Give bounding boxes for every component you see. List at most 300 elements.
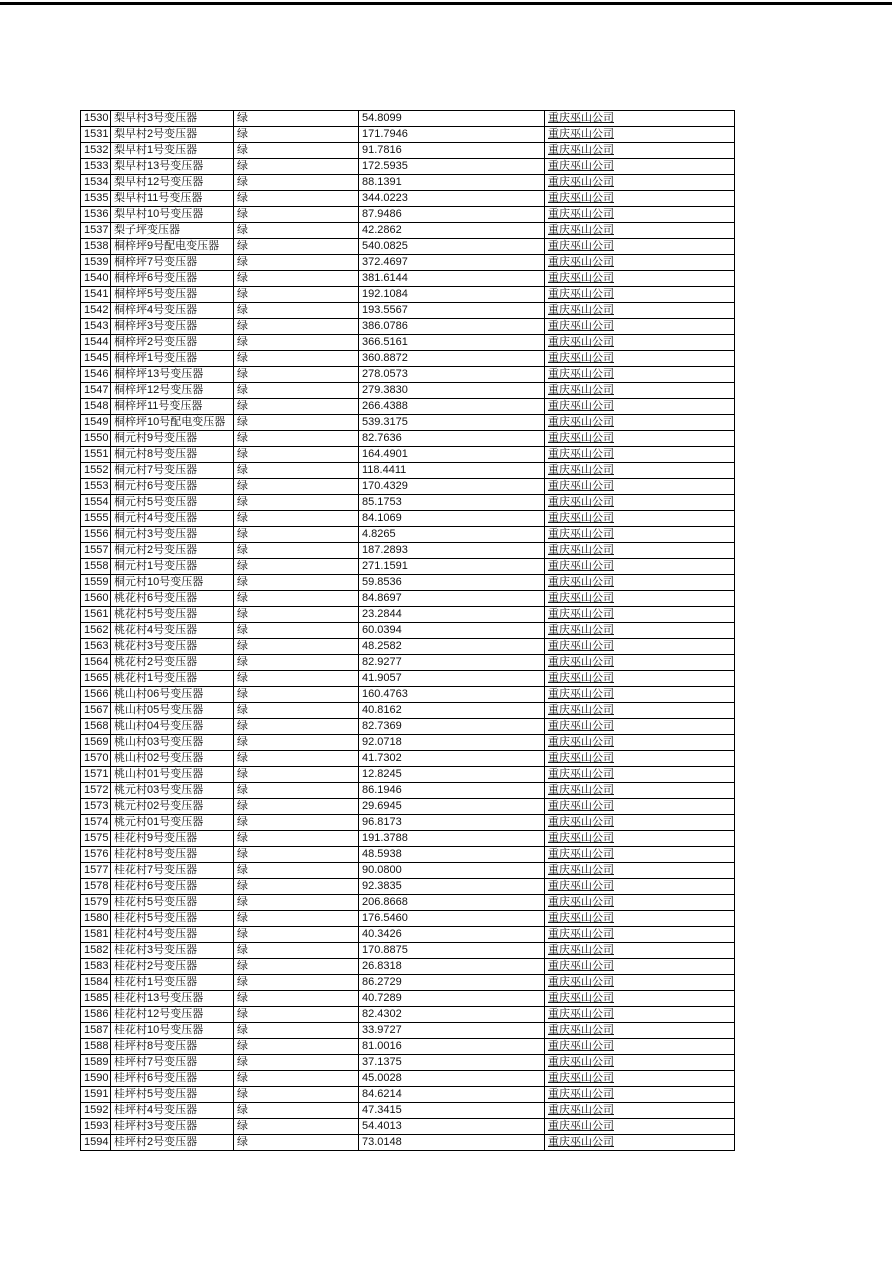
company-link[interactable]: 重庆巫山公司 <box>548 448 614 460</box>
transformer-name-cell: 桂花村2号变压器 <box>111 959 234 975</box>
company-link[interactable]: 重庆巫山公司 <box>548 112 614 124</box>
company-link[interactable]: 重庆巫山公司 <box>548 624 614 636</box>
company-link[interactable]: 重庆巫山公司 <box>548 1056 614 1068</box>
status-cell: 绿 <box>234 655 359 671</box>
transformer-name-cell: 桃山村02号变压器 <box>111 751 234 767</box>
value-cell: 90.0800 <box>359 863 545 879</box>
value-cell: 23.2844 <box>359 607 545 623</box>
transformer-name-cell: 桃元村02号变压器 <box>111 799 234 815</box>
status-cell: 绿 <box>234 1119 359 1135</box>
table-row <box>81 607 735 623</box>
company-cell <box>545 143 735 159</box>
company-cell <box>545 1007 735 1023</box>
company-cell <box>545 879 735 895</box>
table-row <box>81 703 735 719</box>
row-id-cell: 1562 <box>81 623 111 639</box>
company-cell <box>545 383 735 399</box>
value-cell: 87.9486 <box>359 207 545 223</box>
status-cell: 绿 <box>234 399 359 415</box>
company-link[interactable]: 重庆巫山公司 <box>548 208 614 220</box>
company-link[interactable]: 重庆巫山公司 <box>548 1008 614 1020</box>
table-row <box>81 399 735 415</box>
row-id-cell: 1567 <box>81 703 111 719</box>
row-id-cell: 1554 <box>81 495 111 511</box>
transformer-name-cell: 桂坪村4号变压器 <box>111 1103 234 1119</box>
company-cell <box>545 1135 735 1151</box>
status-cell: 绿 <box>234 959 359 975</box>
company-link[interactable]: 重庆巫山公司 <box>548 400 614 412</box>
table-row <box>81 511 735 527</box>
company-link[interactable]: 重庆巫山公司 <box>548 608 614 620</box>
table-row <box>81 223 735 239</box>
status-cell: 绿 <box>234 351 359 367</box>
status-cell: 绿 <box>234 639 359 655</box>
company-link[interactable]: 重庆巫山公司 <box>548 912 614 924</box>
row-id-cell: 1558 <box>81 559 111 575</box>
table-row <box>81 655 735 671</box>
table-row <box>81 575 735 591</box>
company-cell <box>545 1087 735 1103</box>
table-row <box>81 1023 735 1039</box>
company-link[interactable]: 重庆巫山公司 <box>548 1024 614 1036</box>
company-cell <box>545 863 735 879</box>
table-row <box>81 623 735 639</box>
status-cell: 绿 <box>234 1055 359 1071</box>
company-link[interactable]: 重庆巫山公司 <box>548 1040 614 1052</box>
company-cell <box>545 175 735 191</box>
value-cell: 96.8173 <box>359 815 545 831</box>
company-cell <box>545 767 735 783</box>
status-cell: 绿 <box>234 207 359 223</box>
row-id-cell: 1559 <box>81 575 111 591</box>
row-id-cell: 1589 <box>81 1055 111 1071</box>
company-cell <box>545 927 735 943</box>
table-row <box>81 959 735 975</box>
table-row <box>81 1039 735 1055</box>
row-id-cell: 1564 <box>81 655 111 671</box>
company-cell <box>545 735 735 751</box>
transformer-name-cell: 桂坪村6号变压器 <box>111 1071 234 1087</box>
row-id-cell: 1560 <box>81 591 111 607</box>
value-cell: 84.1069 <box>359 511 545 527</box>
value-cell: 266.4388 <box>359 399 545 415</box>
table-row <box>81 351 735 367</box>
company-link[interactable]: 重庆巫山公司 <box>548 640 614 652</box>
company-link[interactable]: 重庆巫山公司 <box>548 1120 614 1132</box>
company-cell <box>545 255 735 271</box>
row-id-cell: 1576 <box>81 847 111 863</box>
value-cell: 164.4901 <box>359 447 545 463</box>
company-link[interactable]: 重庆巫山公司 <box>548 656 614 668</box>
row-id-cell: 1553 <box>81 479 111 495</box>
page-top-divider <box>0 2 892 5</box>
value-cell: 45.0028 <box>359 1071 545 1087</box>
transformer-name-cell: 梨子坪变压器 <box>111 223 234 239</box>
table-row <box>81 735 735 751</box>
company-cell <box>545 223 735 239</box>
company-cell <box>545 239 735 255</box>
value-cell: 54.4013 <box>359 1119 545 1135</box>
transformer-name-cell: 梨早村10号变压器 <box>111 207 234 223</box>
company-link[interactable]: 重庆巫山公司 <box>548 176 614 188</box>
transformer-name-cell: 桐梓坪5号变压器 <box>111 287 234 303</box>
row-id-cell: 1561 <box>81 607 111 623</box>
transformer-name-cell: 桐元村4号变压器 <box>111 511 234 527</box>
status-cell: 绿 <box>234 927 359 943</box>
company-link[interactable]: 重庆巫山公司 <box>548 480 614 492</box>
company-link[interactable]: 重庆巫山公司 <box>548 832 614 844</box>
row-id-cell: 1591 <box>81 1087 111 1103</box>
table-row <box>81 591 735 607</box>
value-cell: 191.3788 <box>359 831 545 847</box>
value-cell: 344.0223 <box>359 191 545 207</box>
status-cell: 绿 <box>234 799 359 815</box>
row-id-cell: 1530 <box>81 111 111 127</box>
table-row <box>81 911 735 927</box>
company-cell <box>545 287 735 303</box>
transformer-name-cell: 桐元村10号变压器 <box>111 575 234 591</box>
company-link[interactable]: 重庆巫山公司 <box>548 736 614 748</box>
transformer-name-cell: 梨早村11号变压器 <box>111 191 234 207</box>
company-link[interactable]: 重庆巫山公司 <box>548 928 614 940</box>
company-cell <box>545 687 735 703</box>
transformer-name-cell: 桐梓坪9号配电变压器 <box>111 239 234 255</box>
table-row <box>81 319 735 335</box>
company-link[interactable]: 重庆巫山公司 <box>548 704 614 716</box>
value-cell: 206.8668 <box>359 895 545 911</box>
company-link[interactable]: 重庆巫山公司 <box>548 560 614 572</box>
company-link[interactable]: 重庆巫山公司 <box>548 384 614 396</box>
transformer-name-cell: 桐元村6号变压器 <box>111 479 234 495</box>
company-link[interactable]: 重庆巫山公司 <box>548 720 614 732</box>
table-row <box>81 159 735 175</box>
company-cell <box>545 111 735 127</box>
row-id-cell: 1579 <box>81 895 111 911</box>
transformer-name-cell: 桂花村13号变压器 <box>111 991 234 1007</box>
status-cell: 绿 <box>234 335 359 351</box>
status-cell: 绿 <box>234 703 359 719</box>
transformer-name-cell: 桂坪村2号变压器 <box>111 1135 234 1151</box>
table-row <box>81 367 735 383</box>
table-row <box>81 831 735 847</box>
company-link[interactable]: 重庆巫山公司 <box>548 992 614 1004</box>
row-id-cell: 1550 <box>81 431 111 447</box>
status-cell: 绿 <box>234 175 359 191</box>
table-row <box>81 863 735 879</box>
transformer-name-cell: 桂花村1号变压器 <box>111 975 234 991</box>
status-cell: 绿 <box>234 159 359 175</box>
company-link[interactable]: 重庆巫山公司 <box>548 592 614 604</box>
company-link[interactable]: 重庆巫山公司 <box>548 192 614 204</box>
company-link[interactable]: 重庆巫山公司 <box>548 688 614 700</box>
table-row <box>81 783 735 799</box>
table-row <box>81 447 735 463</box>
row-id-cell: 1552 <box>81 463 111 479</box>
value-cell: 360.8872 <box>359 351 545 367</box>
company-link[interactable]: 重庆巫山公司 <box>548 512 614 524</box>
value-cell: 41.9057 <box>359 671 545 687</box>
status-cell: 绿 <box>234 751 359 767</box>
transformer-name-cell: 桃花村6号变压器 <box>111 591 234 607</box>
status-cell: 绿 <box>234 895 359 911</box>
company-cell <box>545 959 735 975</box>
status-cell: 绿 <box>234 511 359 527</box>
row-id-cell: 1566 <box>81 687 111 703</box>
value-cell: 82.9277 <box>359 655 545 671</box>
value-cell: 540.0825 <box>359 239 545 255</box>
transformer-name-cell: 桃山村05号变压器 <box>111 703 234 719</box>
row-id-cell: 1582 <box>81 943 111 959</box>
value-cell: 29.6945 <box>359 799 545 815</box>
value-cell: 92.3835 <box>359 879 545 895</box>
table-row <box>81 1135 735 1151</box>
value-cell: 4.8265 <box>359 527 545 543</box>
status-cell: 绿 <box>234 431 359 447</box>
company-link[interactable]: 重庆巫山公司 <box>548 896 614 908</box>
value-cell: 193.5567 <box>359 303 545 319</box>
company-link[interactable]: 重庆巫山公司 <box>548 320 614 332</box>
company-cell <box>545 719 735 735</box>
company-cell <box>545 399 735 415</box>
company-link[interactable]: 重庆巫山公司 <box>548 240 614 252</box>
status-cell: 绿 <box>234 415 359 431</box>
table-row <box>81 751 735 767</box>
company-link[interactable]: 重庆巫山公司 <box>548 864 614 876</box>
row-id-cell: 1556 <box>81 527 111 543</box>
transformer-name-cell: 桐梓坪7号变压器 <box>111 255 234 271</box>
row-id-cell: 1584 <box>81 975 111 991</box>
company-cell <box>545 319 735 335</box>
company-link[interactable]: 重庆巫山公司 <box>548 272 614 284</box>
table-row <box>81 639 735 655</box>
company-link[interactable]: 重庆巫山公司 <box>548 464 614 476</box>
row-id-cell: 1587 <box>81 1023 111 1039</box>
transformer-name-cell: 桂花村8号变压器 <box>111 847 234 863</box>
transformer-name-cell: 桐元村2号变压器 <box>111 543 234 559</box>
row-id-cell: 1549 <box>81 415 111 431</box>
table-row <box>81 207 735 223</box>
company-link[interactable]: 重庆巫山公司 <box>548 752 614 764</box>
company-link[interactable]: 重庆巫山公司 <box>548 848 614 860</box>
value-cell: 160.4763 <box>359 687 545 703</box>
status-cell: 绿 <box>234 831 359 847</box>
company-link[interactable]: 重庆巫山公司 <box>548 976 614 988</box>
row-id-cell: 1570 <box>81 751 111 767</box>
status-cell: 绿 <box>234 127 359 143</box>
value-cell: 82.7636 <box>359 431 545 447</box>
company-cell <box>545 799 735 815</box>
transformer-name-cell: 桐梓坪2号变压器 <box>111 335 234 351</box>
row-id-cell: 1531 <box>81 127 111 143</box>
row-id-cell: 1568 <box>81 719 111 735</box>
company-link[interactable]: 重庆巫山公司 <box>548 352 614 364</box>
company-link[interactable]: 重庆巫山公司 <box>548 768 614 780</box>
company-link[interactable]: 重庆巫山公司 <box>548 224 614 236</box>
company-link[interactable]: 重庆巫山公司 <box>548 576 614 588</box>
table-row <box>81 479 735 495</box>
company-link[interactable]: 重庆巫山公司 <box>548 128 614 140</box>
row-id-cell: 1557 <box>81 543 111 559</box>
value-cell: 40.3426 <box>359 927 545 943</box>
status-cell: 绿 <box>234 1135 359 1151</box>
company-cell <box>545 607 735 623</box>
company-link[interactable]: 重庆巫山公司 <box>548 1088 614 1100</box>
value-cell: 82.7369 <box>359 719 545 735</box>
status-cell: 绿 <box>234 1071 359 1087</box>
table-row <box>81 687 735 703</box>
table-body <box>81 111 735 1151</box>
row-id-cell: 1577 <box>81 863 111 879</box>
transformer-name-cell: 梨早村13号变压器 <box>111 159 234 175</box>
company-cell <box>545 415 735 431</box>
row-id-cell: 1539 <box>81 255 111 271</box>
table-row <box>81 383 735 399</box>
company-link[interactable]: 重庆巫山公司 <box>548 944 614 956</box>
status-cell: 绿 <box>234 479 359 495</box>
value-cell: 54.8099 <box>359 111 545 127</box>
transformer-name-cell: 桐梓坪3号变压器 <box>111 319 234 335</box>
company-link[interactable]: 重庆巫山公司 <box>548 800 614 812</box>
company-cell <box>545 1103 735 1119</box>
company-link[interactable]: 重庆巫山公司 <box>548 288 614 300</box>
transformer-name-cell: 桃花村5号变压器 <box>111 607 234 623</box>
company-link[interactable]: 重庆巫山公司 <box>548 496 614 508</box>
value-cell: 33.9727 <box>359 1023 545 1039</box>
company-cell <box>545 815 735 831</box>
value-cell: 60.0394 <box>359 623 545 639</box>
value-cell: 170.4329 <box>359 479 545 495</box>
row-id-cell: 1546 <box>81 367 111 383</box>
company-link[interactable]: 重庆巫山公司 <box>548 1104 614 1116</box>
table-row <box>81 767 735 783</box>
table-row <box>81 143 735 159</box>
company-link[interactable]: 重庆巫山公司 <box>548 160 614 172</box>
transformer-name-cell: 桃山村01号变压器 <box>111 767 234 783</box>
company-cell <box>545 127 735 143</box>
value-cell: 279.3830 <box>359 383 545 399</box>
company-link[interactable]: 重庆巫山公司 <box>548 336 614 348</box>
row-id-cell: 1580 <box>81 911 111 927</box>
company-link[interactable]: 重庆巫山公司 <box>548 368 614 380</box>
transformer-name-cell: 桂花村3号变压器 <box>111 943 234 959</box>
company-link[interactable]: 重庆巫山公司 <box>548 880 614 892</box>
transformer-name-cell: 桃花村1号变压器 <box>111 671 234 687</box>
table-row <box>81 1087 735 1103</box>
company-link[interactable]: 重庆巫山公司 <box>548 784 614 796</box>
table-row <box>81 527 735 543</box>
table-row <box>81 1055 735 1071</box>
row-id-cell: 1585 <box>81 991 111 1007</box>
row-id-cell: 1542 <box>81 303 111 319</box>
value-cell: 26.8318 <box>359 959 545 975</box>
company-cell <box>545 159 735 175</box>
table-row <box>81 239 735 255</box>
table-row <box>81 463 735 479</box>
transformer-name-cell: 桂坪村7号变压器 <box>111 1055 234 1071</box>
table-row <box>81 927 735 943</box>
table-row <box>81 495 735 511</box>
company-link[interactable]: 重庆巫山公司 <box>548 432 614 444</box>
row-id-cell: 1543 <box>81 319 111 335</box>
value-cell: 278.0573 <box>359 367 545 383</box>
company-link[interactable]: 重庆巫山公司 <box>548 528 614 540</box>
status-cell: 绿 <box>234 1087 359 1103</box>
company-cell <box>545 847 735 863</box>
company-cell <box>545 975 735 991</box>
row-id-cell: 1532 <box>81 143 111 159</box>
status-cell: 绿 <box>234 367 359 383</box>
transformer-name-cell: 桃元村01号变压器 <box>111 815 234 831</box>
company-link[interactable]: 重庆巫山公司 <box>548 416 614 428</box>
company-link[interactable]: 重庆巫山公司 <box>548 816 614 828</box>
status-cell: 绿 <box>234 991 359 1007</box>
row-id-cell: 1583 <box>81 959 111 975</box>
value-cell: 366.5161 <box>359 335 545 351</box>
company-link[interactable]: 重庆巫山公司 <box>548 256 614 268</box>
value-cell: 85.1753 <box>359 495 545 511</box>
status-cell: 绿 <box>234 687 359 703</box>
transformer-name-cell: 桐梓坪11号变压器 <box>111 399 234 415</box>
table-row <box>81 991 735 1007</box>
company-link[interactable]: 重庆巫山公司 <box>548 960 614 972</box>
status-cell: 绿 <box>234 591 359 607</box>
value-cell: 172.5935 <box>359 159 545 175</box>
transformer-name-cell: 桐梓坪4号变压器 <box>111 303 234 319</box>
transformer-name-cell: 桂花村10号变压器 <box>111 1023 234 1039</box>
company-cell <box>545 511 735 527</box>
transformer-name-cell: 桐梓坪12号变压器 <box>111 383 234 399</box>
table-row <box>81 815 735 831</box>
transformer-name-cell: 梨早村12号变压器 <box>111 175 234 191</box>
value-cell: 187.2893 <box>359 543 545 559</box>
row-id-cell: 1540 <box>81 271 111 287</box>
company-cell <box>545 495 735 511</box>
company-link[interactable]: 重庆巫山公司 <box>548 1136 614 1148</box>
company-link[interactable]: 重庆巫山公司 <box>548 1072 614 1084</box>
company-link[interactable]: 重庆巫山公司 <box>548 544 614 556</box>
table-row <box>81 975 735 991</box>
status-cell: 绿 <box>234 463 359 479</box>
company-cell <box>545 639 735 655</box>
company-cell <box>545 303 735 319</box>
status-cell: 绿 <box>234 1039 359 1055</box>
table-row <box>81 175 735 191</box>
value-cell: 118.4411 <box>359 463 545 479</box>
company-cell <box>545 991 735 1007</box>
transformer-name-cell: 桂花村5号变压器 <box>111 911 234 927</box>
transformer-name-cell: 桃花村4号变压器 <box>111 623 234 639</box>
status-cell: 绿 <box>234 575 359 591</box>
company-link[interactable]: 重庆巫山公司 <box>548 672 614 684</box>
status-cell: 绿 <box>234 815 359 831</box>
status-cell: 绿 <box>234 223 359 239</box>
status-cell: 绿 <box>234 287 359 303</box>
company-cell <box>545 655 735 671</box>
company-link[interactable]: 重庆巫山公司 <box>548 304 614 316</box>
transformer-name-cell: 梨早村3号变压器 <box>111 111 234 127</box>
row-id-cell: 1536 <box>81 207 111 223</box>
status-cell: 绿 <box>234 943 359 959</box>
row-id-cell: 1544 <box>81 335 111 351</box>
status-cell: 绿 <box>234 303 359 319</box>
table-row <box>81 799 735 815</box>
transformer-name-cell: 桂坪村3号变压器 <box>111 1119 234 1135</box>
value-cell: 12.8245 <box>359 767 545 783</box>
table-row <box>81 1119 735 1135</box>
row-id-cell: 1578 <box>81 879 111 895</box>
company-link[interactable]: 重庆巫山公司 <box>548 144 614 156</box>
status-cell: 绿 <box>234 319 359 335</box>
